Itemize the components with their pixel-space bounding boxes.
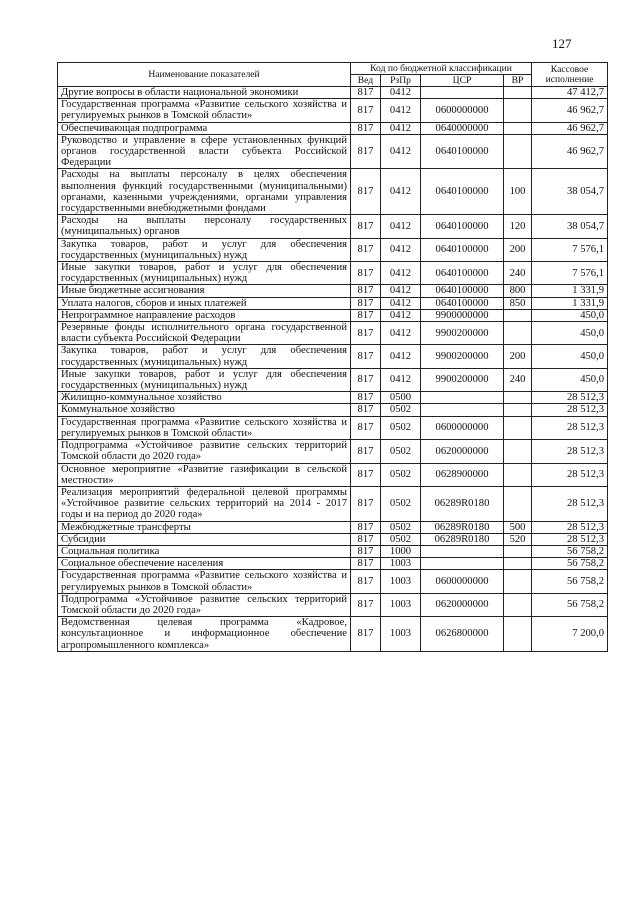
cell-rzpr: 0502: [381, 463, 421, 486]
cell-csr: 0640100000: [421, 169, 504, 215]
cell-amount: 450,0: [532, 368, 608, 391]
cell-amount: 56 758,2: [532, 545, 608, 557]
cell-csr: 0600000000: [421, 416, 504, 439]
cell-rzpr: 0412: [381, 262, 421, 285]
table-row: [58, 404, 608, 416]
cell-vr: [504, 392, 532, 404]
cell-name: Государственная программа «Развитие сельского хозяйства и регулируемых рынков в Томской области»: [58, 416, 351, 439]
cell-amount: 28 512,3: [532, 521, 608, 533]
cell-name: Расходы на выплаты персоналу государственных (муниципальных) органов: [58, 215, 351, 238]
cell-name: Уплата налогов, сборов и иных платежей: [58, 297, 351, 309]
cell-ved: 817: [351, 617, 381, 652]
cell-csr: [421, 545, 504, 557]
cell-ved: 817: [351, 99, 381, 122]
cell-vr: [504, 99, 532, 122]
cell-amount: 1 331,9: [532, 285, 608, 297]
cell-csr: 0640100000: [421, 297, 504, 309]
cell-ved: 817: [351, 545, 381, 557]
cell-vr: [504, 486, 532, 521]
cell-ved: 817: [351, 463, 381, 486]
cell-ved: 817: [351, 368, 381, 391]
cell-name: Межбюджетные трансферты: [58, 521, 351, 533]
cell-amount: 46 962,7: [532, 134, 608, 169]
cell-rzpr: 0502: [381, 416, 421, 439]
table-row: [58, 122, 608, 134]
table-header: [58, 63, 608, 87]
cell-name: Ведомственная целевая программа «Кадровое, консультационное и информационное обеспечение агропромышленного комплекса»: [58, 617, 351, 652]
table-row: [58, 521, 608, 533]
cell-amount: 47 412,7: [532, 87, 608, 99]
header-vr: ВР: [504, 75, 532, 87]
cell-ved: 817: [351, 416, 381, 439]
cell-name: Руководство и управление в сфере установленных функций органов государственной власти субъекта Российской Федерации: [58, 134, 351, 169]
cell-csr: 0640100000: [421, 134, 504, 169]
cell-rzpr: 0412: [381, 345, 421, 368]
cell-name: Подпрограмма «Устойчивое развитие сельских территорий Томской области до 2020 года»: [58, 440, 351, 463]
table-row: [58, 533, 608, 545]
cell-name: Непрограммное направление расходов: [58, 309, 351, 321]
cell-vr: [504, 322, 532, 345]
cell-csr: 0626800000: [421, 617, 504, 652]
header-ved: Вед: [351, 75, 381, 87]
cell-rzpr: 0412: [381, 134, 421, 169]
cell-amount: 28 512,3: [532, 416, 608, 439]
cell-ved: 817: [351, 345, 381, 368]
table-row: [58, 440, 608, 463]
cell-rzpr: 0502: [381, 404, 421, 416]
cell-amount: 28 512,3: [532, 440, 608, 463]
cell-name: Иные закупки товаров, работ и услуг для обеспечения государственных (муниципальных) нужд: [58, 262, 351, 285]
cell-name: Социальное обеспечение населения: [58, 558, 351, 570]
cell-csr: 0640100000: [421, 262, 504, 285]
cell-name: Государственная программа «Развитие сельского хозяйства и регулируемых рынков в Томской области»: [58, 99, 351, 122]
cell-rzpr: 1003: [381, 570, 421, 593]
cell-ved: 817: [351, 215, 381, 238]
cell-vr: 200: [504, 238, 532, 261]
header-execution-line1: Кассовое: [550, 63, 589, 75]
cell-vr: [504, 617, 532, 652]
cell-csr: 9900200000: [421, 345, 504, 368]
cell-amount: 7 576,1: [532, 238, 608, 261]
cell-vr: [504, 416, 532, 439]
header-csr: ЦСР: [421, 75, 504, 87]
cell-ved: 817: [351, 593, 381, 616]
cell-rzpr: 0412: [381, 322, 421, 345]
cell-amount: 1 331,9: [532, 297, 608, 309]
table-row: [58, 322, 608, 345]
table-row: [58, 558, 608, 570]
cell-amount: 450,0: [532, 322, 608, 345]
cell-vr: [504, 87, 532, 99]
cell-csr: 0600000000: [421, 570, 504, 593]
cell-csr: 0640100000: [421, 238, 504, 261]
page-number: 127: [552, 36, 572, 51]
cell-csr: 0620000000: [421, 593, 504, 616]
cell-name: Другие вопросы в области национальной экономики: [58, 87, 351, 99]
cell-vr: [504, 309, 532, 321]
cell-vr: [504, 134, 532, 169]
cell-amount: 28 512,3: [532, 486, 608, 521]
cell-ved: 817: [351, 570, 381, 593]
cell-name: Основное мероприятие «Развитие газификации в сельской местности»: [58, 463, 351, 486]
table-row: [58, 463, 608, 486]
cell-rzpr: 0502: [381, 533, 421, 545]
cell-name: Закупка товаров, работ и услуг для обеспечения государственных (муниципальных) нужд: [58, 238, 351, 261]
cell-rzpr: 0412: [381, 122, 421, 134]
cell-ved: 817: [351, 392, 381, 404]
cell-vr: 100: [504, 169, 532, 215]
cell-vr: [504, 463, 532, 486]
cell-amount: 56 758,2: [532, 593, 608, 616]
cell-rzpr: 0412: [381, 215, 421, 238]
cell-csr: [421, 558, 504, 570]
cell-name: Подпрограмма «Устойчивое развитие сельских территорий Томской области до 2020 года»: [58, 593, 351, 616]
cell-vr: [504, 593, 532, 616]
cell-rzpr: 1003: [381, 558, 421, 570]
cell-rzpr: 1000: [381, 545, 421, 557]
cell-amount: 46 962,7: [532, 99, 608, 122]
cell-ved: 817: [351, 122, 381, 134]
cell-amount: 450,0: [532, 345, 608, 368]
cell-rzpr: 0502: [381, 440, 421, 463]
cell-csr: 9900200000: [421, 368, 504, 391]
cell-vr: [504, 545, 532, 557]
cell-rzpr: 0412: [381, 99, 421, 122]
cell-rzpr: 0412: [381, 169, 421, 215]
cell-rzpr: 0502: [381, 521, 421, 533]
cell-amount: 28 512,3: [532, 404, 608, 416]
cell-amount: 450,0: [532, 309, 608, 321]
cell-ved: 817: [351, 238, 381, 261]
table-row: [58, 570, 608, 593]
cell-ved: 817: [351, 486, 381, 521]
table-row: [58, 134, 608, 169]
cell-amount: 7 200,0: [532, 617, 608, 652]
cell-amount: 7 576,1: [532, 262, 608, 285]
cell-ved: 817: [351, 134, 381, 169]
cell-name: Закупка товаров, работ и услуг для обеспечения государственных (муниципальных) нужд: [58, 345, 351, 368]
cell-vr: 240: [504, 368, 532, 391]
table-row: [58, 416, 608, 439]
cell-vr: 240: [504, 262, 532, 285]
cell-name: Иные бюджетные ассигнования: [58, 285, 351, 297]
cell-ved: 817: [351, 404, 381, 416]
cell-vr: 800: [504, 285, 532, 297]
cell-name: Субсидии: [58, 533, 351, 545]
cell-csr: 0640100000: [421, 215, 504, 238]
table-row: [58, 593, 608, 616]
table-row: [58, 215, 608, 238]
cell-rzpr: 1003: [381, 617, 421, 652]
cell-csr: 0600000000: [421, 99, 504, 122]
cell-rzpr: 0412: [381, 368, 421, 391]
cell-vr: 500: [504, 521, 532, 533]
cell-vr: 120: [504, 215, 532, 238]
cell-rzpr: 0502: [381, 486, 421, 521]
cell-ved: 817: [351, 285, 381, 297]
cell-ved: 817: [351, 309, 381, 321]
cell-csr: 06289R0180: [421, 533, 504, 545]
cell-amount: 28 512,3: [532, 533, 608, 545]
cell-csr: 0620000000: [421, 440, 504, 463]
table-row: [58, 309, 608, 321]
cell-rzpr: 0412: [381, 309, 421, 321]
cell-rzpr: 0412: [381, 238, 421, 261]
cell-amount: 28 512,3: [532, 463, 608, 486]
cell-rzpr: 1003: [381, 593, 421, 616]
table-row: [58, 297, 608, 309]
cell-ved: 817: [351, 558, 381, 570]
cell-name: Социальная политика: [58, 545, 351, 557]
budget-table: [57, 62, 608, 652]
cell-csr: [421, 404, 504, 416]
cell-rzpr: 0412: [381, 285, 421, 297]
cell-rzpr: 0412: [381, 87, 421, 99]
table-body: [58, 87, 608, 652]
table-row: [58, 285, 608, 297]
table-row: [58, 617, 608, 652]
cell-name: Реализация мероприятий федеральной целевой программы «Устойчивое развитие сельских территорий на 2014 - 2017 годы и на период до 2020 года»: [58, 486, 351, 521]
table-row: [58, 238, 608, 261]
cell-amount: 56 758,2: [532, 558, 608, 570]
cell-csr: 0640000000: [421, 122, 504, 134]
cell-ved: 817: [351, 521, 381, 533]
cell-vr: 200: [504, 345, 532, 368]
cell-amount: 28 512,3: [532, 392, 608, 404]
cell-name: Расходы на выплаты персоналу в целях обеспечения выполнения функций государственными (муниципальными) органами, казенными учреждениями, органами управления государственными внебюджетными фондами: [58, 169, 351, 215]
cell-ved: 817: [351, 87, 381, 99]
header-rzpr: РзПр: [381, 75, 421, 87]
cell-csr: 06289R0180: [421, 486, 504, 521]
cell-ved: 817: [351, 262, 381, 285]
cell-csr: 06289R0180: [421, 521, 504, 533]
cell-vr: [504, 404, 532, 416]
cell-vr: 520: [504, 533, 532, 545]
cell-ved: 817: [351, 169, 381, 215]
cell-name: Иные закупки товаров, работ и услуг для обеспечения государственных (муниципальных) нужд: [58, 368, 351, 391]
cell-amount: 38 054,7: [532, 169, 608, 215]
cell-csr: [421, 87, 504, 99]
table-row: [58, 99, 608, 122]
cell-csr: 0628900000: [421, 463, 504, 486]
header-execution-line2: исполнение: [545, 73, 594, 85]
cell-name: Резервные фонды исполнительного органа государственной власти субъекта Российской Федерации: [58, 322, 351, 345]
cell-vr: [504, 122, 532, 134]
cell-ved: 817: [351, 322, 381, 345]
cell-ved: 817: [351, 440, 381, 463]
header-execution: [532, 63, 608, 87]
cell-ved: 817: [351, 297, 381, 309]
cell-rzpr: 0500: [381, 392, 421, 404]
cell-csr: [421, 392, 504, 404]
table-row: [58, 87, 608, 99]
cell-vr: [504, 570, 532, 593]
table-row: [58, 169, 608, 215]
cell-amount: 56 758,2: [532, 570, 608, 593]
cell-vr: [504, 440, 532, 463]
cell-rzpr: 0412: [381, 297, 421, 309]
cell-amount: 38 054,7: [532, 215, 608, 238]
header-name: Наименование показателей: [58, 63, 351, 87]
table-row: [58, 392, 608, 404]
table-row: [58, 545, 608, 557]
cell-csr: 9900200000: [421, 322, 504, 345]
cell-name: Обеспечивающая подпрограмма: [58, 122, 351, 134]
table-row: [58, 262, 608, 285]
cell-csr: 0640100000: [421, 285, 504, 297]
cell-vr: [504, 558, 532, 570]
cell-ved: 817: [351, 533, 381, 545]
table-row: [58, 486, 608, 521]
cell-name: Государственная программа «Развитие сельского хозяйства и регулируемых рынков в Томской области»: [58, 570, 351, 593]
table-row: [58, 368, 608, 391]
cell-csr: 9900000000: [421, 309, 504, 321]
header-code-group: Код по бюджетной классификации: [351, 63, 532, 75]
table-row: [58, 345, 608, 368]
cell-vr: 850: [504, 297, 532, 309]
cell-name: Коммунальное хозяйство: [58, 404, 351, 416]
cell-name: Жилищно-коммунальное хозяйство: [58, 392, 351, 404]
cell-amount: 46 962,7: [532, 122, 608, 134]
